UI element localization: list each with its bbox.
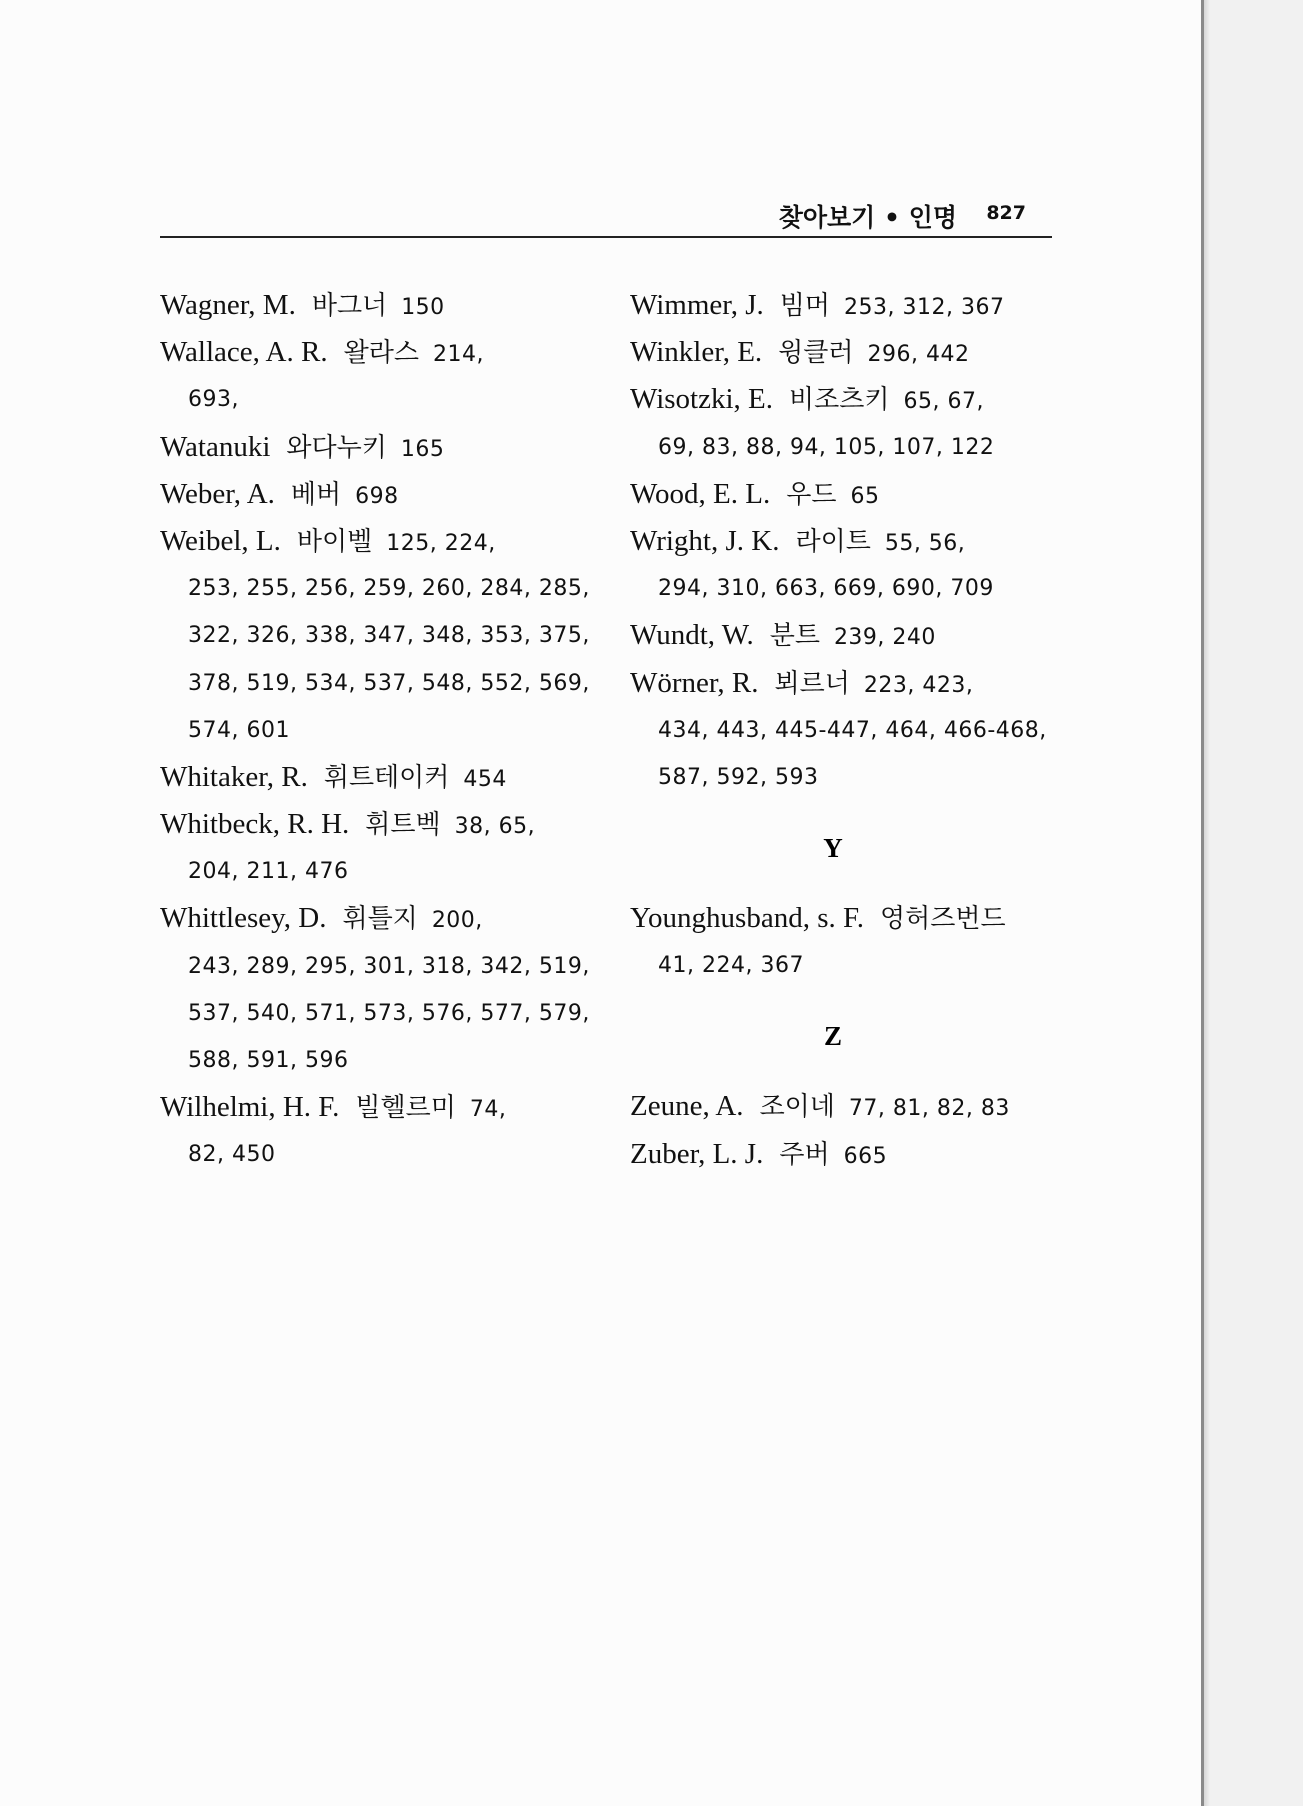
entry-korean-name: 와다누키 xyxy=(286,432,387,463)
entry-page-refs-continued: 693, xyxy=(188,387,239,413)
entry-page-refs: 214, xyxy=(432,342,484,368)
entry-page-refs-continued: 434, 443, 445-447, 464, 466-468, xyxy=(658,717,1047,743)
index-entry xyxy=(160,754,590,801)
entry-name: Wimmer, J. xyxy=(630,289,764,321)
index-entry xyxy=(160,424,590,471)
entry-page-refs-continued: 82, 450 xyxy=(188,1142,276,1168)
entry-page-refs: 65 xyxy=(850,483,880,509)
index-entry xyxy=(160,471,590,518)
index-entry xyxy=(630,471,1060,518)
entry-name: Wisotzki, E. xyxy=(630,383,774,416)
header-title: 찾아보기 • 인명 xyxy=(778,203,957,232)
section-letter: Y xyxy=(823,833,843,864)
entry-korean-name: 주버 xyxy=(779,1139,830,1170)
index-column-right xyxy=(630,282,1060,1178)
entry-page-refs: 65, 67, xyxy=(903,389,984,415)
entry-name: Wagner, M. xyxy=(160,289,296,321)
entry-name: Whitbeck, R. H. xyxy=(160,808,350,841)
index-entry xyxy=(630,1083,1060,1130)
index-entry xyxy=(630,329,1060,376)
entry-page-refs: 125, 224, xyxy=(386,530,496,556)
entry-korean-name: 비조츠키 xyxy=(789,385,890,416)
entry-page-refs: 296, 442 xyxy=(867,342,970,368)
entry-page-refs-continued: 587, 592, 593 xyxy=(658,764,819,790)
entry-korean-name: 영허즈번드 xyxy=(880,904,1006,935)
index-entry xyxy=(630,895,1060,942)
entry-name: Weibel, L. xyxy=(160,524,281,557)
entry-korean-name: 빌헬르미 xyxy=(355,1093,456,1124)
entry-page-refs: 200, xyxy=(431,908,483,934)
entry-name: Wundt, W. xyxy=(630,619,754,652)
index-entry xyxy=(630,518,1060,565)
index-entry xyxy=(160,801,590,848)
index-entry xyxy=(630,1131,1060,1178)
entry-korean-name: 휘틀지 xyxy=(342,904,418,935)
entry-korean-name: 베버 xyxy=(290,479,342,510)
entry-name: Younghusband, s. F. xyxy=(630,902,865,935)
entry-korean-name: 바그너 xyxy=(311,291,388,321)
entry-page-refs: 38, 65, xyxy=(454,814,536,840)
entry-page-refs: 74, xyxy=(469,1097,507,1123)
entry-name: Wright, J. K. xyxy=(630,524,780,557)
entry-name: Wörner, R. xyxy=(630,666,759,699)
index-entry xyxy=(160,282,590,329)
index-entry xyxy=(160,329,590,376)
entry-page-refs: 698 xyxy=(355,483,399,509)
index-entry xyxy=(630,660,1060,707)
entry-page-refs: 150 xyxy=(401,295,445,320)
entry-page-refs-continued: 378, 519, 534, 537, 548, 552, 569, xyxy=(188,670,590,696)
header-rule xyxy=(160,236,1052,238)
entry-page-refs: 454 xyxy=(463,766,507,792)
entry-korean-name: 바이벨 xyxy=(296,526,373,557)
entry-page-refs-continued: 322, 326, 338, 347, 348, 353, 375, xyxy=(188,623,590,649)
entry-korean-name: 왈라스 xyxy=(343,338,419,369)
entry-page-refs-continued: 41, 224, 367 xyxy=(658,953,804,979)
entry-name: Zuber, L. J. xyxy=(630,1137,764,1170)
entry-page-refs-continued: 294, 310, 663, 669, 690, 709 xyxy=(658,576,994,602)
entry-page-refs-continued: 69, 83, 88, 94, 105, 107, 122 xyxy=(658,434,995,460)
entry-page-refs-continued: 243, 289, 295, 301, 318, 342, 519, xyxy=(188,953,590,979)
index-column-left xyxy=(160,282,590,1179)
entry-page-refs: 165 xyxy=(400,436,445,462)
entry-name: Wallace, A. R. xyxy=(160,336,328,369)
entry-page-refs: 55, 56, xyxy=(884,530,966,556)
entry-page-refs: 665 xyxy=(843,1143,888,1169)
entry-name: Wood, E. L. xyxy=(630,477,771,510)
entry-korean-name: 분트 xyxy=(769,621,820,652)
entry-name: Watanuki xyxy=(160,430,271,463)
page-number: 827 xyxy=(986,202,1026,224)
page-edge-shadow xyxy=(1204,0,1210,1806)
entry-korean-name: 조이네 xyxy=(759,1092,835,1123)
running-header xyxy=(160,198,1052,238)
entry-page-refs: 223, 423, xyxy=(863,672,974,698)
index-entry xyxy=(160,518,590,565)
entry-page-refs-continued: 537, 540, 571, 573, 576, 577, 579, xyxy=(188,1000,590,1026)
entry-name: Whittlesey, D. xyxy=(160,902,327,935)
entry-korean-name: 윙클러 xyxy=(778,338,854,369)
section-letter: Z xyxy=(823,1021,842,1052)
entry-korean-name: 우드 xyxy=(786,479,837,510)
entry-page-refs-continued: 574, 601 xyxy=(188,717,290,743)
entry-page-refs-continued: 588, 591, 596 xyxy=(188,1048,349,1073)
entry-name: Winkler, E. xyxy=(630,336,763,369)
entry-page-refs: 239, 240 xyxy=(833,625,936,651)
entry-name: Whitaker, R. xyxy=(160,760,308,793)
index-entry xyxy=(630,612,1060,659)
entry-korean-name: 휘트테이커 xyxy=(323,762,450,793)
entry-page-refs: 253, 312, 367 xyxy=(844,295,1005,320)
entry-korean-name: 뵈르너 xyxy=(774,668,850,699)
entry-page-refs: 77, 81, 82, 83 xyxy=(848,1096,1010,1122)
entry-page-refs-continued: 253, 255, 256, 259, 260, 284, 285, xyxy=(188,576,590,602)
index-entry xyxy=(630,376,1060,423)
entry-korean-name: 빔머 xyxy=(779,291,831,321)
entry-name: Weber, A. xyxy=(160,477,275,510)
index-entry xyxy=(630,282,1060,329)
entry-korean-name: 라이트 xyxy=(795,526,871,557)
entry-name: Wilhelmi, H. F. xyxy=(160,1091,340,1124)
entry-page-refs-continued: 204, 211, 476 xyxy=(188,859,349,885)
entry-name: Zeune, A. xyxy=(630,1090,744,1123)
entry-korean-name: 휘트벡 xyxy=(365,810,441,841)
index-entry xyxy=(160,895,590,942)
index-entry xyxy=(160,1084,590,1131)
